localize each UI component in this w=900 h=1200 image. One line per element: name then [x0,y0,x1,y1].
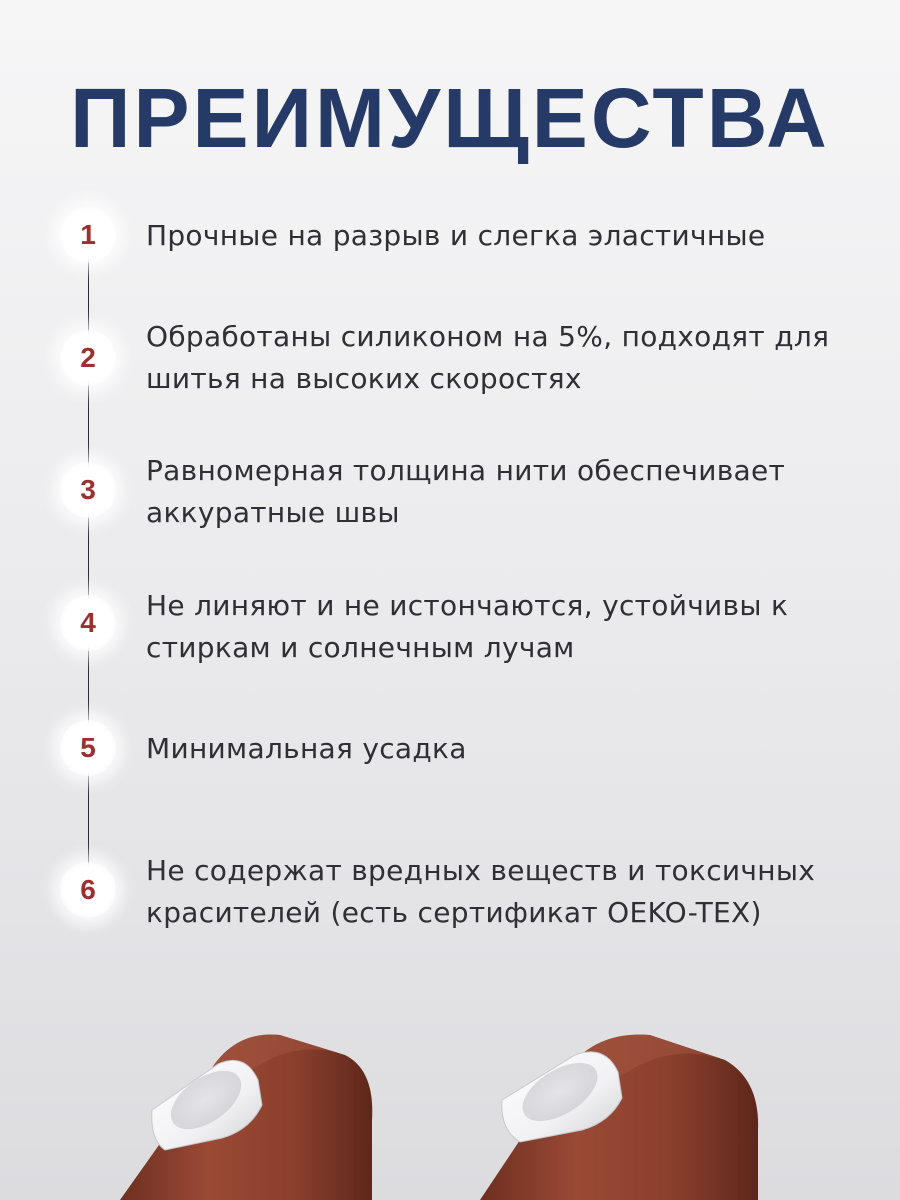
right-spool [480,1035,758,1200]
number-badge-5: 5 [60,720,116,776]
advantage-text-3: Равномерная толщина нити обеспечивает аккуратные швы [146,454,786,529]
number-badge-1: 1 [60,207,116,263]
number-badge-3: 3 [60,462,116,518]
advantage-text-5: Минимальная усадка [146,732,467,765]
advantage-text-6: Не содержат вредных веществ и токсичных красителей (есть сертификат OEKO-TEX) [146,854,816,929]
page-title: ПРЕИМУЩЕСТВА [70,71,830,165]
advantage-text-2: Обработаны силиконом на 5%, подходят для шитья на высоких скоростях [146,320,830,395]
number-badge-4: 4 [60,595,116,651]
advantage-text-4: Не линяют и не истончаются, устойчивы к стиркам и солнечным лучам [146,589,789,664]
number-badge-2: 2 [60,330,116,386]
number-badge-6: 6 [60,862,116,918]
thread-spools-image [0,960,900,1200]
left-spool [120,1035,372,1200]
advantage-text-1: Прочные на разрыв и слегка эластичные [146,219,766,252]
